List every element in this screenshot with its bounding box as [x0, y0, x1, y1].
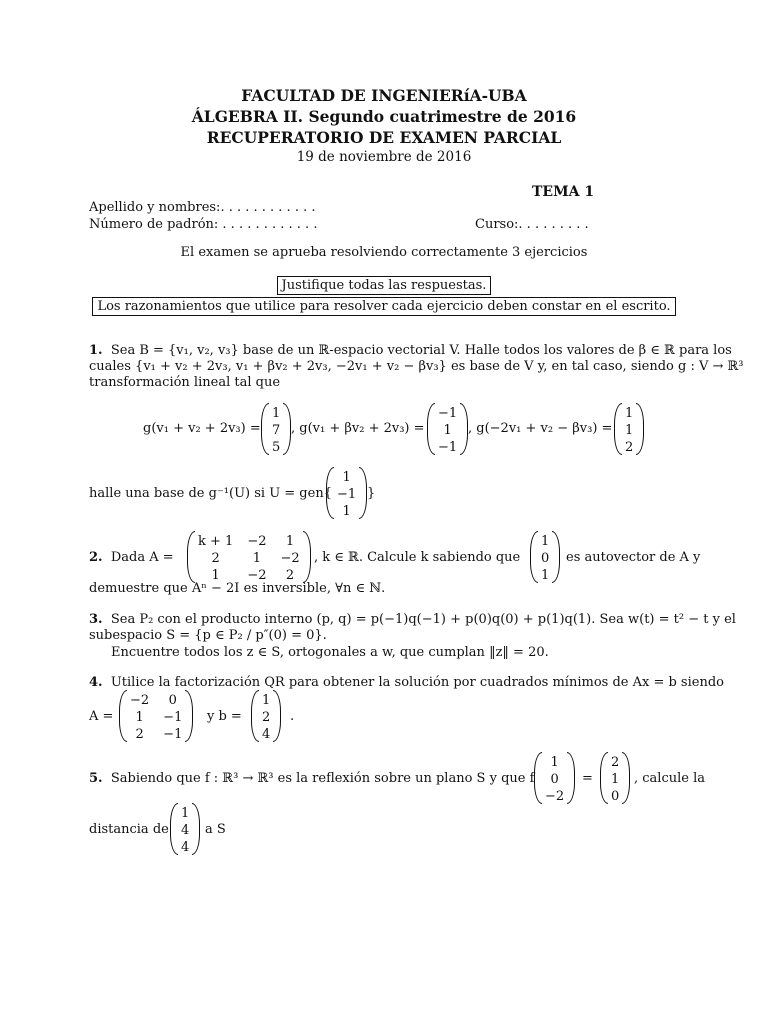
cell: 2	[285, 568, 295, 583]
ex1-line1	[89, 343, 732, 359]
cell: −2	[545, 789, 565, 804]
cell: 0	[611, 789, 620, 804]
ex2-vector	[530, 531, 560, 583]
cell: 1	[443, 423, 452, 438]
cell: 1	[625, 423, 634, 438]
cell: 2	[611, 755, 620, 770]
ex5-text-d: a S	[205, 822, 226, 837]
faculty-title: FACULTAD DE INGENIERíA-UBA	[241, 86, 527, 105]
cell: 1	[272, 406, 281, 421]
cell: −1	[337, 487, 357, 502]
justify-box-wrap	[0, 274, 768, 293]
cell: 1	[211, 568, 220, 583]
cell: 1	[285, 534, 295, 549]
ex1-matrix-2	[427, 403, 468, 455]
ex4-end: .	[290, 709, 295, 724]
ex2-text-a: Dada A =	[110, 550, 174, 565]
ex1-number: 1.	[89, 343, 103, 358]
cell: 2	[211, 551, 220, 566]
cell: −2	[280, 551, 300, 566]
ex4-vector-b	[251, 690, 281, 742]
justify-box: Justifique todas las respuestas.	[277, 276, 492, 295]
cell: 1	[181, 806, 190, 821]
cell: −1	[163, 710, 183, 725]
ex4-lhs: A =	[89, 709, 114, 724]
ex3-text-a: Sea P₂ con el producto interno (p, q) = p(−1)q(−1) + p(0)q(0) + p(1)q(1). Sea w(t) = t² − t y el	[110, 612, 736, 627]
ex2-matrix-a	[187, 531, 311, 583]
cell: 4	[181, 823, 190, 838]
cell: 1	[550, 755, 559, 770]
ex1-eq-c: , g(−2v₁ + v₂ − βv₃) =	[468, 421, 613, 436]
cell: −1	[438, 440, 458, 455]
ex5-lead	[89, 771, 534, 786]
cell: 1	[541, 534, 550, 549]
ex2-lead	[89, 550, 174, 565]
ex1-eq-b: , g(v₁ + βv₂ + 2v₃) =	[291, 421, 425, 436]
ex5-vector-2	[600, 752, 630, 804]
cell: 5	[272, 440, 281, 455]
cell: 1	[611, 772, 620, 787]
reasoning-box: Los razonamientos que utilice para resolver cada ejercicio deben constar en el escrito.	[92, 297, 675, 316]
ex1-text-b: cuales {v₁ + v₂ + 2v₃, v₁ + βv₂ + 2v₃, −2v₁ + v₂ − βv₃} es base de V y, en tal caso, siendo g : V → ℝ³	[89, 359, 744, 374]
reasoning-box-wrap	[0, 295, 768, 314]
cell: 0	[541, 551, 550, 566]
ex1-text-e: }	[367, 486, 376, 501]
ex4-line1	[89, 675, 724, 691]
ex4-matrix-a	[119, 690, 193, 742]
cell: 1	[342, 504, 351, 519]
ex5-text-a: Sabiendo que f : ℝ³ → ℝ³ es la reflexión sobre un plano S y que f	[110, 771, 535, 786]
ex2-number: 2.	[89, 550, 103, 565]
ex3-text-c: Encuentre todos los z ∈ S, ortogonales a w, que cumplan ‖z‖ = 20.	[111, 645, 549, 660]
ex2-text-d: demuestre que Aⁿ − 2I es inversible, ∀n ∈ ℕ.	[89, 581, 386, 596]
ex3-number: 3.	[89, 612, 103, 627]
ex2-text-c: es autovector de A y	[566, 550, 701, 565]
cell: −2	[247, 534, 267, 549]
padron-field: Número de padrón: . . . . . . . . . . . .	[89, 217, 318, 232]
cell: 2	[625, 440, 634, 455]
ex5-eq: =	[582, 771, 593, 786]
cell: −1	[438, 406, 458, 421]
cell: 1	[625, 406, 634, 421]
ex5-number: 5.	[89, 771, 103, 786]
cell: 2	[135, 727, 144, 742]
ex5-text-c: distancia de	[89, 822, 169, 837]
ex1-text-d: halle una base de g⁻¹(U) si U = gen{	[89, 486, 332, 501]
ex1-text-a: Sea B = {v₁, v₂, v₃} base de un ℝ-espacio vectorial V. Halle todos los valores de β ∈ ℝ para los	[110, 343, 732, 358]
cell: −1	[163, 727, 183, 742]
ex5-vector-3	[170, 803, 200, 855]
cell: 1	[252, 551, 262, 566]
curso-field: Curso:. . . . . . . . .	[475, 217, 589, 232]
cell: 0	[550, 772, 559, 787]
ex3-text-b: subespacio S = {p ∈ P₂ / p″(0) = 0}.	[89, 628, 327, 643]
tema-label: TEMA 1	[532, 184, 595, 200]
cell: 7	[272, 423, 281, 438]
ex1-eq-a: g(v₁ + v₂ + 2v₃) =	[143, 421, 261, 436]
exam-title: RECUPERATORIO DE EXAMEN PARCIAL	[206, 128, 562, 147]
cell: 1	[342, 470, 351, 485]
cell: 1	[262, 693, 271, 708]
course-title: ÁLGEBRA II. Segundo cuatrimestre de 2016	[191, 107, 577, 126]
cell: 4	[181, 840, 190, 855]
ex5-text-b: , calcule la	[634, 771, 705, 786]
ex2-text-b: , k ∈ ℝ. Calcule k sabiendo que	[314, 550, 521, 565]
ex1-matrix-3	[614, 403, 644, 455]
cell: 4	[262, 727, 271, 742]
ex4-mid: y b =	[207, 709, 242, 724]
cell: 0	[168, 693, 177, 708]
ex1-matrix-u	[326, 467, 367, 519]
cell: 1	[135, 710, 144, 725]
ex4-number: 4.	[89, 675, 103, 690]
cell: −2	[130, 693, 150, 708]
ex5-vector-1	[534, 752, 575, 804]
cell: −2	[247, 568, 267, 583]
ex3-line1	[89, 612, 736, 628]
ex4-text-a: Utilice la factorización QR para obtener la solución por cuadrados mínimos de Ax = b siendo	[110, 675, 724, 690]
cell: 2	[262, 710, 271, 725]
approval-note: El examen se aprueba resolviendo correctamente 3 ejercicios	[180, 245, 588, 260]
cell: k + 1	[198, 534, 234, 549]
apellido-field: Apellido y nombres:. . . . . . . . . . . .	[89, 200, 316, 215]
exam-date: 19 de noviembre de 2016	[296, 149, 472, 165]
ex1-text-c: transformación lineal tal que	[89, 375, 281, 390]
ex1-matrix-1	[261, 403, 291, 455]
cell: 1	[541, 568, 550, 583]
